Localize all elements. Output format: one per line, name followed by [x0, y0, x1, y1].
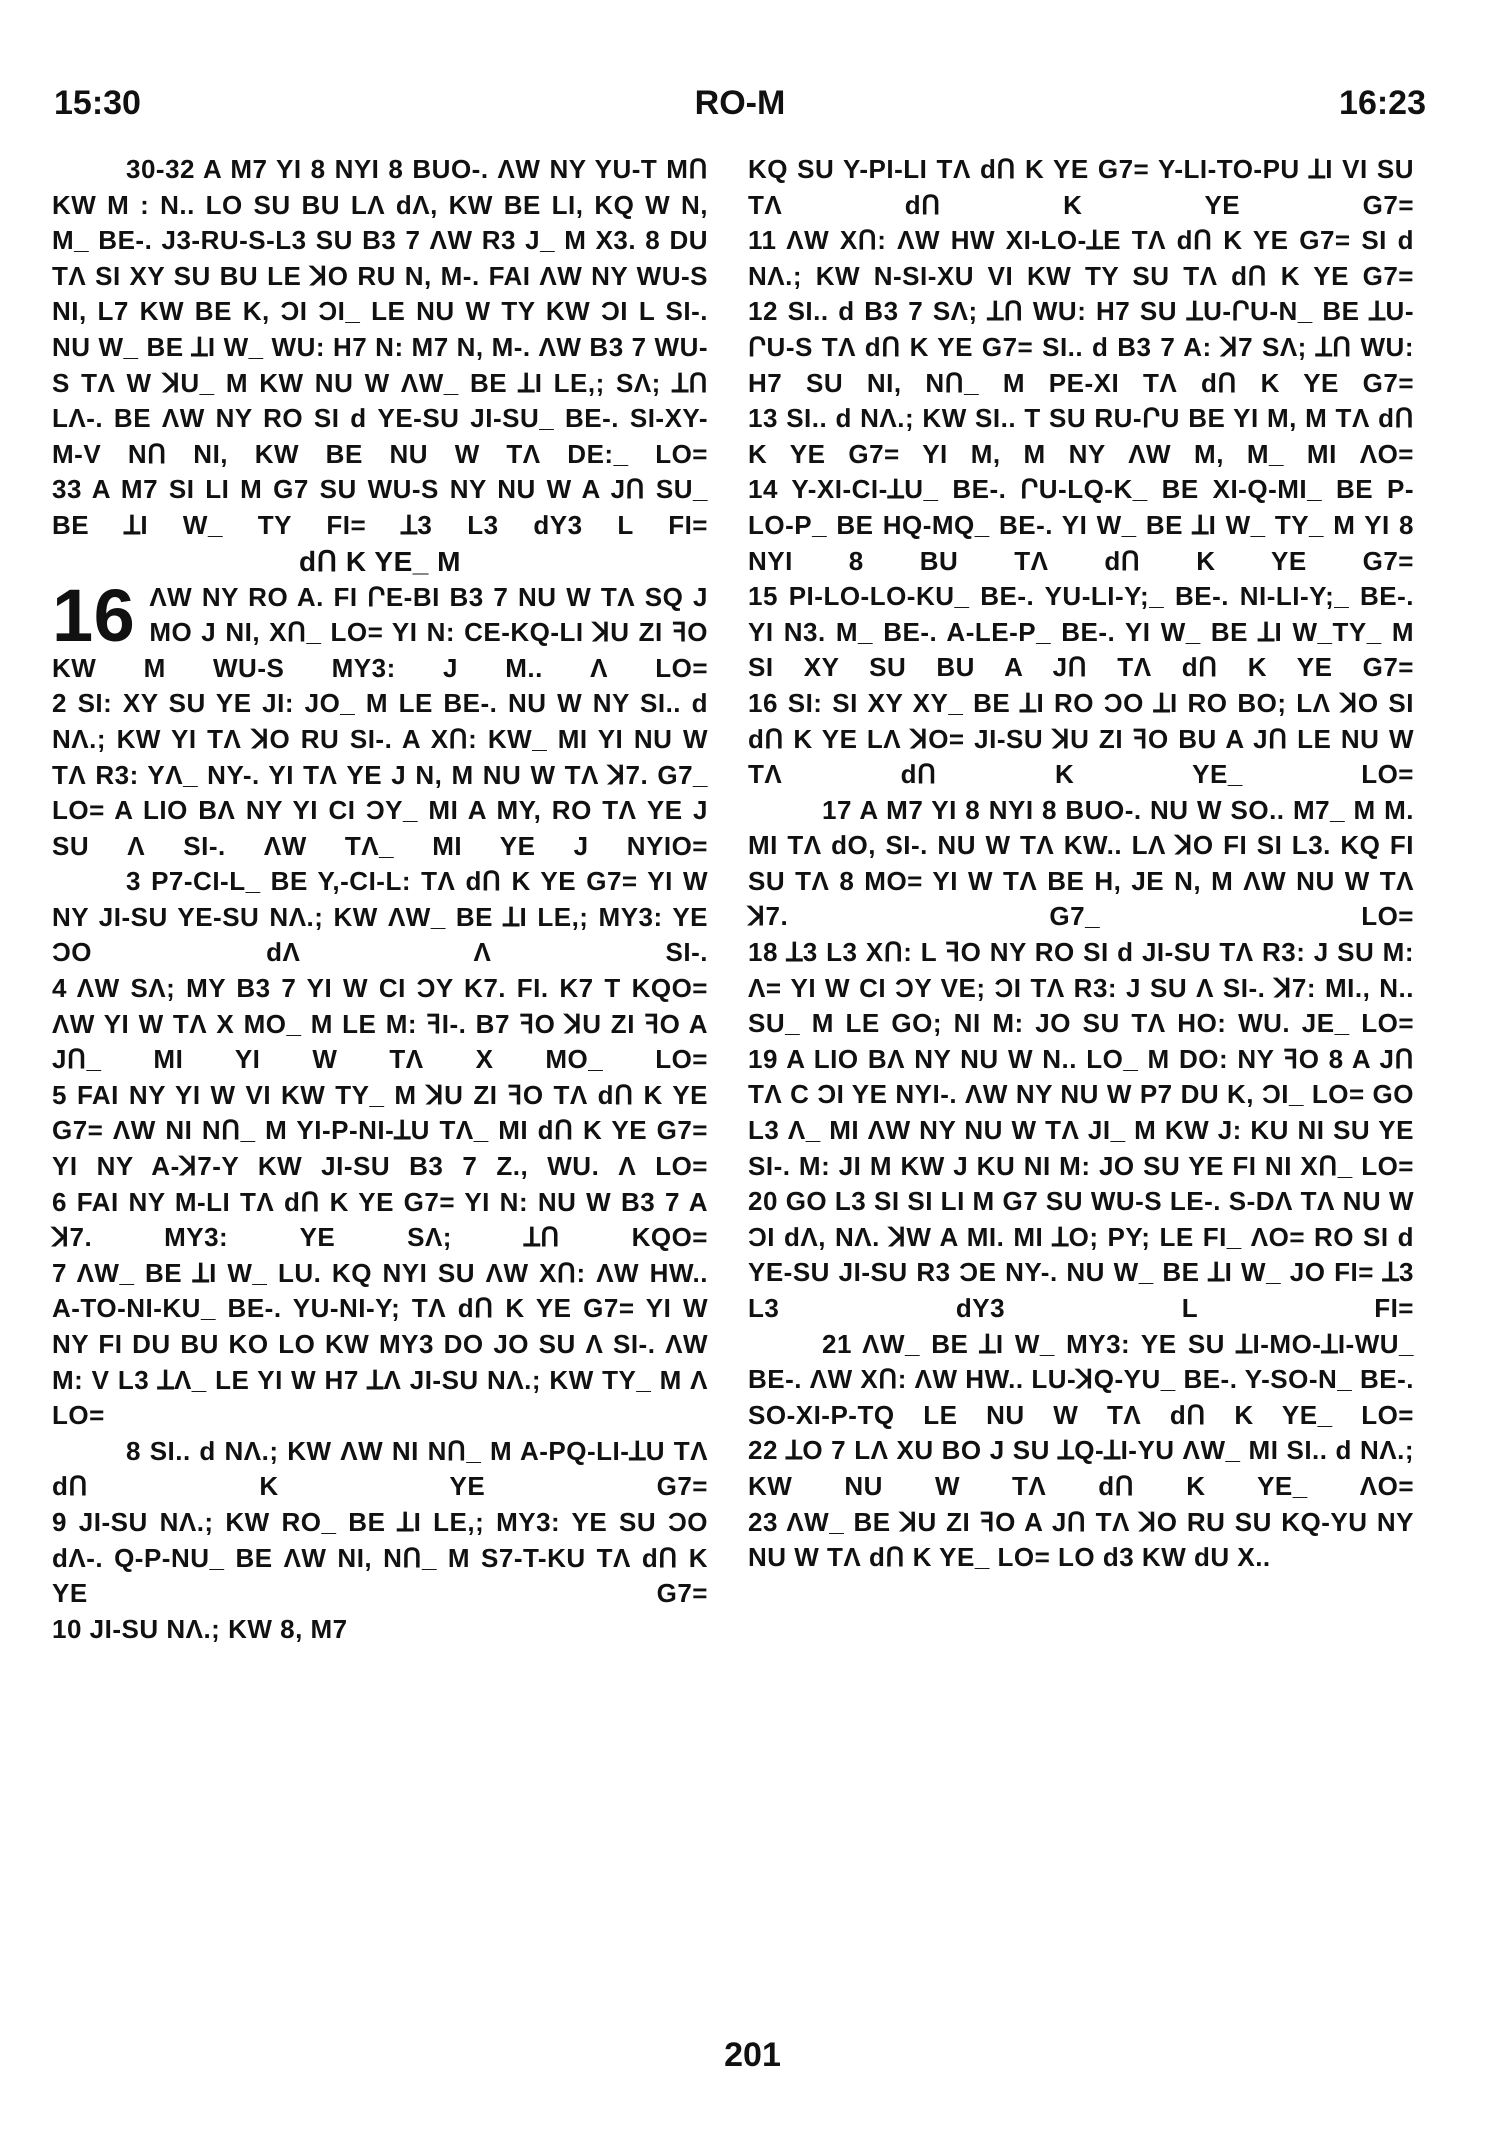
verse-paragraph — [748, 686, 1414, 793]
verse-text: KQ SU Y-PI-LI TΛ ԁՈ K YE G7= Y-LI-TO-PU ꓕI VI SU TΛ ԁՈ K YE G7= — [748, 154, 1414, 220]
verse-paragraph — [52, 971, 708, 1078]
verse-paragraph — [748, 1505, 1414, 1576]
verse-number: 10 — [52, 1613, 82, 1644]
verse-number: 4 — [52, 973, 67, 1004]
verse-number: 6 — [52, 1186, 67, 1217]
verse-text: ꓕ3 L3 XՈ: L ꟻO NY RO SI ԁ JI-SU TΛ R3: J SU M: Λ= YI W CI ƆY VE; ƆI TΛ R3: J SU Λ SI-. ꓘ7: MI., N.. SU_ M LE GO; NI M: JO SU TΛ HO: WU. JE_ LO= — [748, 937, 1414, 1039]
verse-text: JI-SU NΛ.; KW RO_ BE ꓕI LE,; MY3: YE SU ƆO ԁΛ-. Q-P-NU_ BE ΛW NI, NՈ_ M S7-T-KU TΛ ԁՈ K YE G7= — [52, 1506, 708, 1609]
right-text-column — [748, 152, 1414, 1576]
verse-number: 15 — [748, 581, 778, 612]
verse-number: 23 — [748, 1506, 778, 1537]
verse-text: A LIO BΛ NY NU W N.. LO_ M DO: NY ꟻO 8 A JՈ TΛ C ƆI YE NYI-. ΛW NY NU W P7 DU K, ƆI_ LO= GO L3 Λ_ MI ΛW NY NU W TΛ JI_ M KW J: KU NI SU YE SI-. M: JI M KW J KU NI M: JO SU YE FI NI XՈ_ LO= — [748, 1043, 1414, 1181]
verse-text: FAI NY M-LI TΛ ԁՈ K YE G7= YI N: NU W B3 7 A ꓘ7. MY3: YE SΛ; ꓕՈ KQO= — [52, 1186, 708, 1253]
verse-number: 9 — [52, 1506, 67, 1537]
verse-text: ΛW XՈ: ΛW HW XI-LO-ꓕE TΛ ԁՈ K YE G7= SI ԁ NΛ.; KW N-SI-XU VI KW TY SU TΛ ԁՈ K YE G7= — [748, 225, 1414, 291]
verse-text: SI.. ԁ NΛ.; KW ΛW NI NՈ_ M A-PQ-LI-ꓕU TΛ ԁՈ K YE G7= — [52, 1435, 708, 1502]
header-left-reference: 15:30 — [54, 84, 141, 122]
verse-text: JI-SU NΛ.; KW 8, M7 — [89, 1613, 348, 1644]
verse-paragraph — [748, 793, 1414, 935]
verse-paragraph — [52, 686, 708, 864]
verse-number: 5 — [52, 1079, 67, 1110]
verse-number: 22 — [748, 1435, 778, 1466]
verse-paragraph — [748, 472, 1414, 579]
verse-text: A M7 SI LI M G7 SU WU-S NY NU W A JՈ SU_ BE ꓕI W_ TY FI= ꓕ3 L3 ԁY3 L FI= — [52, 474, 708, 540]
header-right-reference: 16:23 — [1339, 84, 1426, 122]
verse-paragraph — [748, 579, 1414, 686]
verse-paragraph — [748, 1184, 1414, 1326]
verse-number: 20 — [748, 1186, 778, 1217]
verse-text: SI.. ԁ B3 7 SΛ; ꓕՈ WU: H7 SU ꓕU-ՐU-N_ BE ꓕU-ՐU-S TΛ ԁՈ K YE G7= SI.. ԁ B3 7 A: ꓘ7 SΛ; ꓕՈ WU: H7 SU NI, NՈ_ M PE-XI TΛ ԁՈ K YE G7= — [748, 296, 1414, 398]
verse-paragraph — [52, 1256, 708, 1434]
verse-number: 7 — [52, 1257, 67, 1288]
verse-paragraph — [748, 223, 1414, 294]
verse-text: SI.. ԁ NΛ.; KW SI.. T SU RU-ՐU BE YI M, M TΛ ԁՈ K YE G7= YI M, M NY ΛW M, M_ MI ΛO= — [748, 403, 1414, 469]
verse-text: P7-CI-L_ BE Y,-CI-L: TΛ ԁՈ K YE G7= YI W NY JI-SU YE-SU NΛ.; KW ΛW_ BE ꓕI LE,; MY3: YE ƆO ԁΛ Λ SI-. — [52, 866, 708, 968]
verse-paragraph — [748, 1042, 1414, 1184]
chapter-number: 16 — [52, 573, 136, 657]
verse-number: 11 — [748, 225, 777, 256]
verse-paragraph — [52, 1078, 708, 1185]
verse-text: PI-LO-LO-KU_ BE-. YU-LI-Y;_ BE-. NI-LI-Y;_ BE-. YI N3. M_ BE-. A-LE-P_ BE-. YI W_ BE ꓕI W_TY_ M SI XY SU BU A JՈ TΛ ԁՈ K YE G7= — [748, 581, 1414, 683]
verse-number: 12 — [748, 296, 778, 327]
verse-text: SI: SI XY XY_ BE ꓕI RO ƆO ꓕI RO BO; LΛ ꓘO SI ԁՈ K YE LΛ ꓘO= JI-SU ꓘU ZI ꟻO BU A JՈ LE NU W TΛ ԁՈ K YE_ LO= — [748, 687, 1414, 790]
verse-paragraph — [748, 1327, 1414, 1434]
verse-text: A M7 YI 8 NYI 8 BUO-. ΛW NY YU-T MՈ KW M : N.. LO SU BU LΛ ԁΛ, KW BE LI, KQ W N, M_ BE-. J3-RU-S-L3 SU B3 7 ΛW R3 J_ M X3. 8 DU TΛ SI XY SU BU LE ꓘO RU N, M-. FAI ΛW NY WU-S NI, L7 KW BE K, ƆI ƆI_ LE NU W TY KW ƆI L SI-. NU W_ BE ꓕI W_ WU: H7 N: M7 N, M-. ΛW B3 7 WU-S TΛ W ꓘU_ M KW NU W ΛW_ BE ꓕI LE,; SΛ; ꓕՈ LΛ-. BE ΛW NY RO SI ԁ YE-SU JI-SU_ BE-. SI-XY-M-V NՈ NI, KW BE NU W TΛ DE:_ LO= — [52, 154, 708, 469]
verse-paragraph — [52, 1612, 708, 1648]
verse-number: 19 — [748, 1043, 778, 1074]
verse-number: 3 — [126, 866, 141, 897]
verse-text: ꓕO 7 LΛ XU BO J SU ꓕQ-ꓕI-YU ΛW_ MI SI.. ԁ NΛ.; KW NU W TΛ ԁՈ K YE_ ΛO= — [748, 1435, 1414, 1501]
verse-text: ΛW_ BE ꓕI W_ LU. KQ NYI SU ΛW XՈ: ΛW HW.. A-TO-NI-KU_ BE-. YU-NI-Y; TΛ ԁՈ K YE G7= YI W NY FI DU BU KO LO KW MY3 DO JO SU Λ SI-. ΛW M: V L3 ꓕΛ_ LE YI W H7 ꓕΛ JI-SU NΛ.; KW TY_ M Λ LO= — [52, 1257, 709, 1431]
verse-paragraph — [52, 472, 708, 543]
verse-text: ΛW NY RO A. FI ՐE-BI B3 7 NU W TΛ SQ J MO J NI, XՈ_ LO= YI N: CE-KQ-LI ꓘU ZI ꟻO KW M WU-S MY3: J M.. Λ LO= — [52, 581, 708, 683]
verse-number: 30-32 — [126, 154, 195, 184]
left-text-column — [52, 152, 708, 1647]
verse-paragraph — [748, 294, 1414, 401]
section-heading: ԁՈ K YE_ M — [299, 545, 461, 577]
verse-number: 18 — [748, 937, 778, 968]
verse-paragraph — [52, 1505, 708, 1612]
page-number: 201 — [724, 2036, 781, 2074]
verse-text: SI: XY SU YE JI: JO_ M LE BE-. NU W NY SI.. ԁ NΛ.; KW YI TΛ ꓘO RU SI-. A XՈ: KW_ MI YI NU W TΛ R3: YΛ_ NY-. YI TΛ YE J N, M NU W TΛ ꓘ7. G7_ LO= A LIO BΛ NY YI CI ƆY_ MI A MY, RO TΛ YE J SU Λ SI-. ΛW TΛ_ MI YE J NYIO= — [52, 688, 708, 861]
chapter-opening-paragraph — [52, 573, 708, 687]
verse-paragraph — [52, 152, 708, 472]
verse-number: 13 — [748, 403, 778, 434]
verse-paragraph — [748, 1433, 1414, 1504]
verse-paragraph — [748, 152, 1414, 223]
verse-text: ΛW SΛ; MY B3 7 YI W CI ƆY K7. FI. K7 T KQO= ΛW YI W TΛ X MO_ M LE M: ꟻI-. B7 ꟻO ꓘU ZI ꟻO A JՈ_ MI YI W TΛ X MO_ LO= — [52, 973, 708, 1075]
verse-number: 21 — [822, 1328, 852, 1359]
verse-text: A M7 YI 8 NYI 8 BUO-. NU W SO.. M7_ M M. MI TΛ ԁO, SI-. NU W TΛ KW.. LΛ ꓘO FI SI L3. KQ FI SU TΛ 8 MO= YI W TΛ BE H, JE N, M ΛW NU W TΛ ꓘ7. G7_ LO= — [748, 794, 1415, 932]
verse-text: ΛW_ BE ꓕI W_ MY3: YE SU ꓕI-MO-ꓕI-WU_ BE-. ΛW XՈ: ΛW HW.. LU-ꓘQ-YU_ BE-. Y-SO-N_ BE-. SO-XI-P-TQ LE NU W TΛ ԁՈ K YE_ LO= — [748, 1328, 1414, 1430]
verse-number: 14 — [748, 474, 778, 505]
verse-number: 16 — [748, 687, 778, 718]
verse-number: 2 — [52, 688, 67, 719]
verse-paragraph — [748, 401, 1414, 472]
verse-number: 8 — [126, 1435, 141, 1466]
verse-paragraph — [748, 935, 1414, 1042]
verse-number: 33 — [52, 474, 82, 505]
verse-text: GO L3 SI SI LI M G7 SU WU-S LE-. S-DΛ TΛ NU W ƆI ԁΛ, NΛ. ꓘW A MI. MI ꓕO; PY; LE FI_ ΛO= RO SI ԁ YE-SU JI-SU R3 ƆE NY-. NU W_ BE ꓕI W_ JO FI= ꓕ3 L3 ԁY3 L FI= — [748, 1186, 1415, 1323]
page-header — [54, 84, 1426, 134]
verse-paragraph — [52, 1185, 708, 1256]
header-book-title: RO-M — [694, 84, 786, 122]
verse-paragraph — [52, 864, 708, 971]
verse-number: 17 — [822, 794, 852, 825]
verse-text: FAI NY YI W VI KW TY_ M ꓘU ZI ꟻO TΛ ԁՈ K YE G7= ΛW NI NՈ_ M YI-P-NI-ꓕU TΛ_ MI ԁՈ K YE G7= YI NY A-ꓘ7-Y KW JI-SU B3 7 Z., WU. Λ LO= — [52, 1079, 708, 1182]
verse-paragraph — [52, 1434, 708, 1505]
verse-text: Y-XI-CI-ꓕU_ BE-. ՐU-LQ-K_ BE XI-Q-MI_ BE P-LO-P_ BE HQ-MQ_ BE-. YI W_ BE ꓕI W_ TY_ M YI 8 NYI 8 BU TΛ ԁՈ K YE G7= — [748, 474, 1414, 576]
verse-text: ΛW_ BE ꓘU ZI ꟻO A JՈ TΛ ꓘO RU SU KQ-YU NY NU W TΛ ԁՈ K YE_ LO= LO ԁ3 KW ԁU X.. — [748, 1506, 1414, 1573]
